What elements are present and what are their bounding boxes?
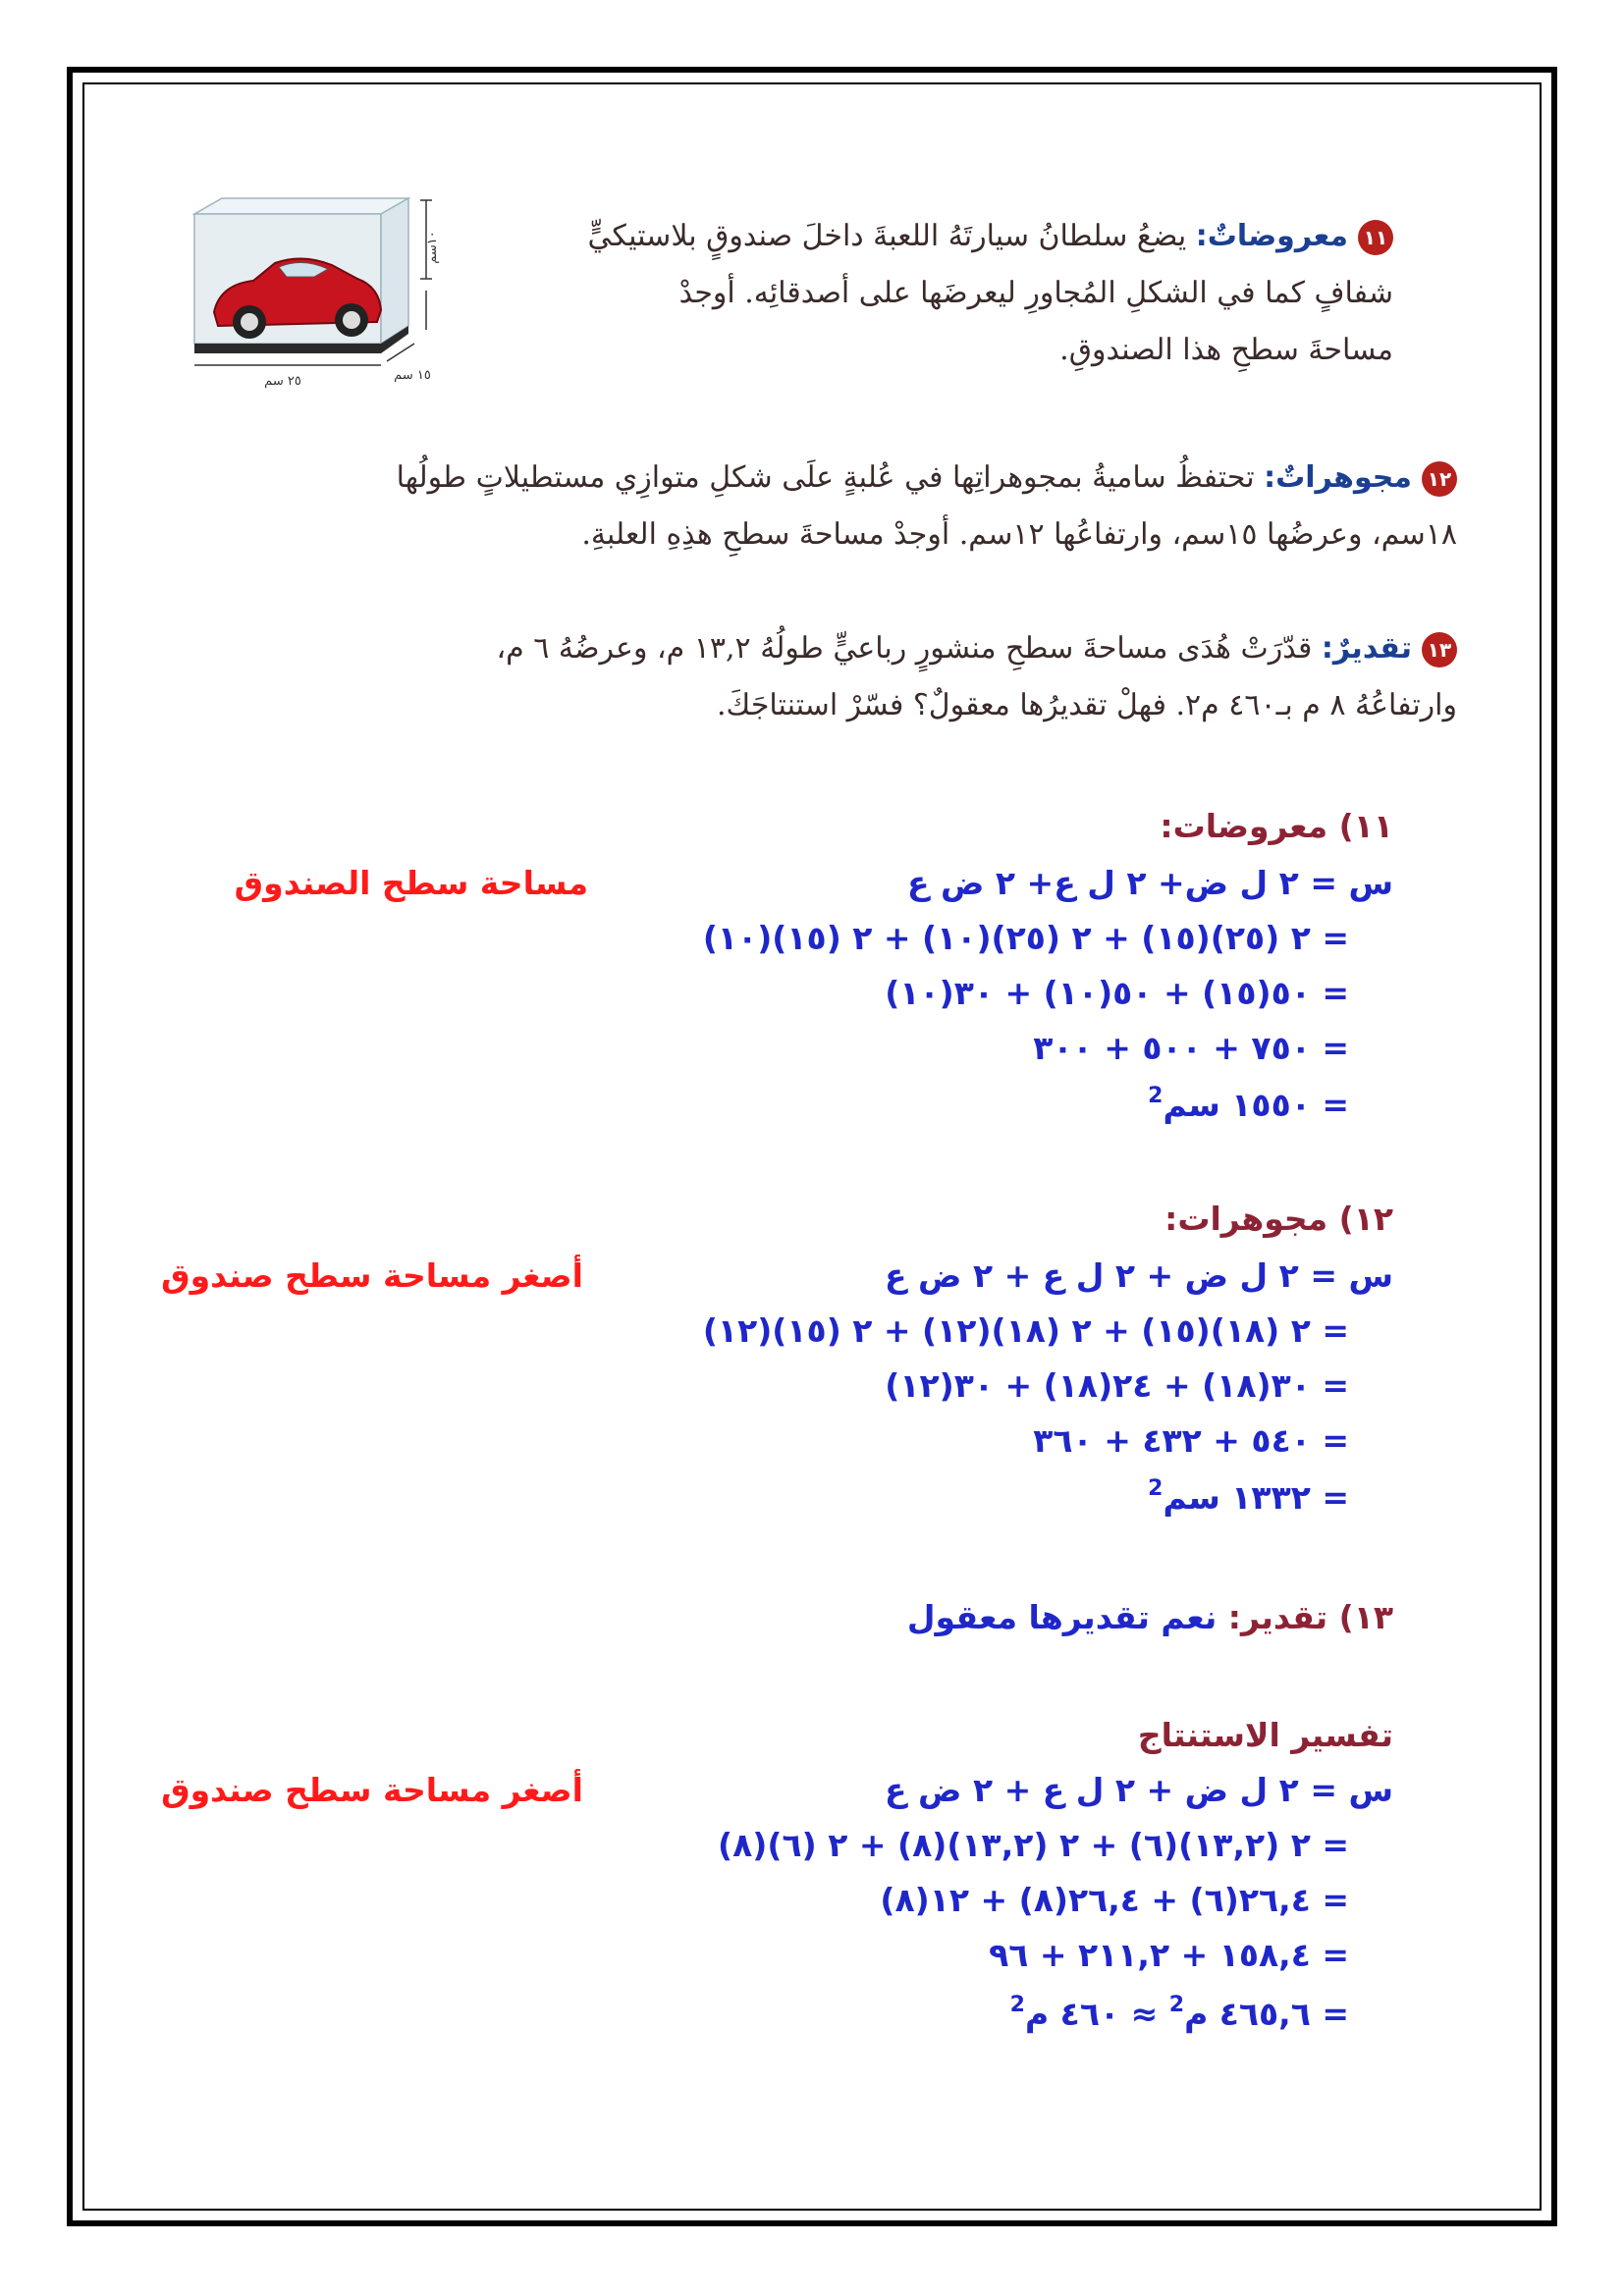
height-label: ١٠سم xyxy=(425,231,440,264)
solution-11-result xyxy=(1148,1084,1349,1124)
solution-13-step: = ٢٦,٤(٦) + ٢٦,٤(٨) + ١٢(٨) xyxy=(880,1881,1349,1919)
solution-11-heading: ١١) معروضات: xyxy=(1160,807,1393,845)
solution-13-heading: ١٣) تقدير: xyxy=(1227,1598,1393,1636)
solution-11-note: مساحة سطح الصندوق xyxy=(234,864,588,902)
solution-12-formula: س = ٢ ل ض + ٢ ل ع + ٢ ض ع xyxy=(885,1256,1393,1295)
problem-12 xyxy=(161,450,1457,563)
solution-12-step: = ٢ (١٨)(١٥) + ٢ (١٨)(١٢) + ٢ (١٥)(١٢) xyxy=(702,1311,1349,1350)
solution-13-step: = ٢ (١٣,٢)(٦) + ٢ (١٣,٢)(٨) + ٢ (٦)(٨) xyxy=(718,1826,1349,1864)
result-text: = ٤٦٥,٦ م xyxy=(1184,1995,1349,2033)
problem-number: ١٢ xyxy=(1422,461,1457,497)
problem-text-line: يضعُ سلطانُ سيارتَهُ اللعبةَ داخلَ صندوقٍ بلاستيكيٍّ xyxy=(587,219,1187,253)
solution-12-step: = ٥٤٠ + ٤٣٢ + ٣٦٠ xyxy=(1033,1421,1349,1460)
solution-13-explain-title: تفسير الاستنتاج xyxy=(1137,1716,1393,1754)
solution-12-note: أصغر مساحة سطح صندوق xyxy=(161,1256,583,1295)
solution-13-step: = ١٥٨,٤ + ٢١١,٢ + ٩٦ xyxy=(989,1936,1349,1974)
solution-11-step: = ٥٠(١٥) + ٥٠(١٠) + ٣٠(١٠) xyxy=(885,974,1349,1012)
approx-exponent: 2 xyxy=(1009,1993,1025,2017)
result-exponent: 2 xyxy=(1148,1084,1164,1108)
solution-13-heading-line xyxy=(907,1598,1393,1636)
problem-label: مجوهراتٌ: xyxy=(1264,460,1412,495)
solution-11-step: = ٧٥٠ + ٥٠٠ + ٣٠٠ xyxy=(1033,1029,1349,1067)
width-label: ١٥ سم xyxy=(394,368,431,383)
problem-13 xyxy=(161,620,1457,734)
approx-text: ≈ ٤٦٠ م xyxy=(1024,1995,1169,2033)
solution-11-step: = ٢ (٢٥)(١٥) + ٢ (٢٥)(١٠) + ٢ (١٥)(١٠) xyxy=(702,919,1349,957)
result-exponent: 2 xyxy=(1148,1476,1164,1501)
problem-number: ١٣ xyxy=(1422,632,1457,667)
problem-label: معروضاتٌ: xyxy=(1195,219,1348,253)
solution-11-formula: س = ٢ ل ض+ ٢ ل ع+ ٢ ض ع xyxy=(906,864,1393,902)
solution-13-answer: نعم تقديرها معقول xyxy=(906,1598,1218,1636)
problem-number: ١١ xyxy=(1358,220,1393,255)
problem-text-line: مساحةَ سطحِ هذا الصندوقِ. xyxy=(1059,333,1393,367)
problem-text-line: وارتفاعُهُ ٨ م بـ٤٦٠ م٢. فهلْ تقديرُها معقولٌ؟ فسّرْ استنتاجَكَ. xyxy=(717,688,1457,722)
problem-label: تقديرٌ: xyxy=(1321,631,1412,666)
result-exponent: 2 xyxy=(1168,1993,1185,2017)
solution-12-step: = ٣٠(١٨) + ٢٤(١٨) + ٣٠(١٢) xyxy=(885,1366,1349,1405)
solution-13-result xyxy=(1010,1993,1349,2033)
solution-12-result xyxy=(1148,1476,1349,1517)
result-text: = ١٥٥٠ سم xyxy=(1163,1086,1349,1124)
problem-11 xyxy=(294,208,1393,379)
problem-text-line: ١٨سم، وعرضُها ١٥سم، وارتفاعُها ١٢سم. أوجدْ مساحةَ سطحِ هذِهِ العلبةِ. xyxy=(581,517,1457,552)
solution-13-note: أصغر مساحة سطح صندوق xyxy=(161,1771,583,1809)
problem-text-line: قدّرَتْ هُدَى مساحةَ سطحِ منشورٍ رباعيٍّ طولُهُ ١٣,٢ م، وعرضُهُ ٦ م، xyxy=(496,631,1313,666)
length-label: ٢٥ سم xyxy=(264,374,301,389)
problem-text-line: شفافٍ كما في الشكلِ المُجاورِ ليعرضَها على أصدقائِه. أوجدْ xyxy=(678,276,1393,310)
problem-text-line: تحتفظُ ساميةُ بمجوهراتِها في عُلبةٍ علَى شكلِ متوازِي مستطيلاتٍ طولُها xyxy=(396,460,1255,495)
solution-12-heading: ١٢) مجوهرات: xyxy=(1164,1200,1393,1238)
result-text: = ١٣٣٢ سم xyxy=(1163,1478,1349,1517)
solution-13-formula: س = ٢ ل ض + ٢ ل ع + ٢ ض ع xyxy=(885,1771,1393,1809)
